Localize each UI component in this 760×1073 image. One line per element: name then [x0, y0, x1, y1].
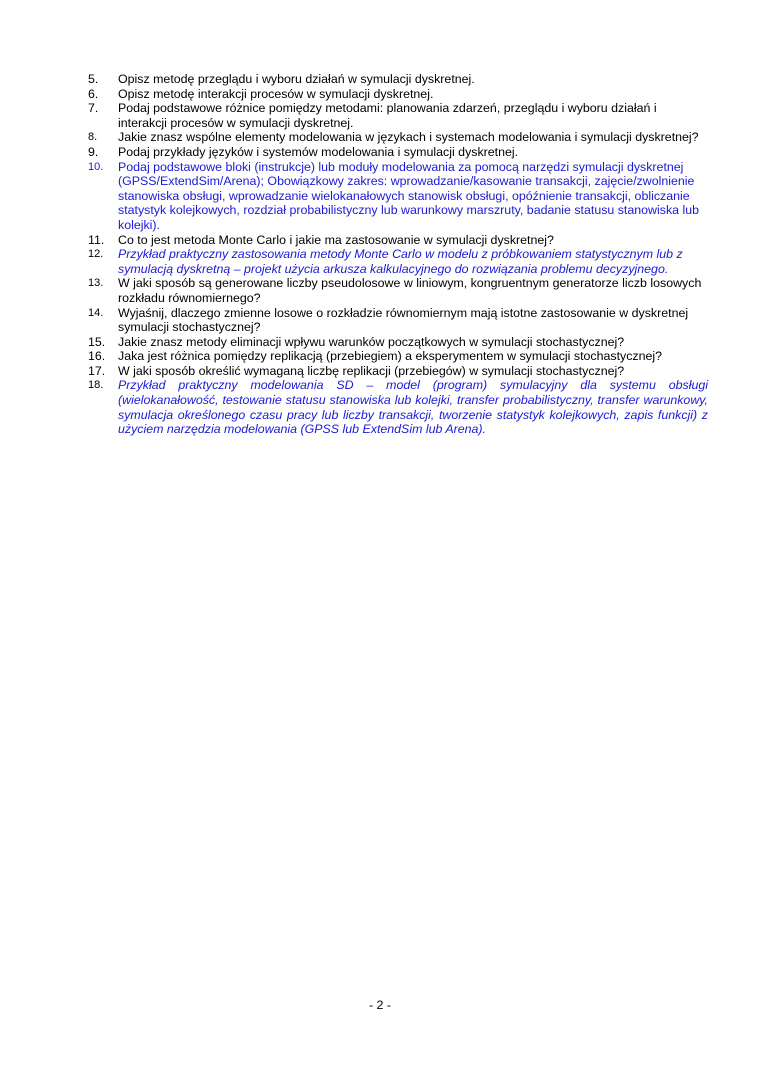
- list-item-highlighted: [88, 160, 708, 233]
- item-number: 12.: [88, 248, 104, 261]
- item-text: Opisz metodę przeglądu i wyboru działań w symulacji dyskretnej.: [118, 72, 475, 86]
- page-number: - 2 -: [368, 998, 392, 1012]
- list-item: [88, 364, 708, 379]
- list-item-highlighted: [88, 378, 708, 436]
- list-item: [88, 130, 708, 145]
- item-text: Podaj podstawowe bloki (instrukcje) lub moduły modelowania za pomocą narzędzi symulacji dyskretnej (GPSS/ExtendSim/Arena); Obowiązkowy zakres: wprowadzanie/kasowanie transakcji, zajęcie/zwolnienie stanowiska obsługi, wprowadzanie wielokanałowych stanowisk obsługi, opóźnienie transakcji, obliczanie statystyk kolejkowych, rozdział probabilistyczny lub warunkowy marszruty, badanie statusu stanowiska lub kolejki).: [118, 159, 700, 232]
- question-list: [88, 72, 708, 437]
- item-number: 17.: [88, 363, 106, 378]
- list-item: [88, 349, 708, 364]
- list-item: [88, 72, 708, 87]
- item-number: 10.: [88, 160, 104, 173]
- item-number: 15.: [88, 334, 106, 349]
- item-number: 16.: [88, 349, 106, 364]
- item-text: Jaka jest różnica pomiędzy replikacją (przebiegiem) a eksperymentem w symulacji stochastycznej?: [118, 349, 663, 364]
- item-text: Co to jest metoda Monte Carlo i jakie ma zastosowanie w symulacji dyskretnej?: [118, 232, 554, 247]
- item-text: W jaki sposób są generowane liczby pseudolosowe w liniowym, kongruentnym generatorze liczb losowych rozkładu równomiernego?: [118, 276, 702, 305]
- item-text: Przykład praktyczny modelowania SD – model (program) symulacyjny dla systemu obsługi (wielokanałowość, testowanie statusu stanowiska lub kolejki, transfer probabilistyczny, transfer warunkowy, symulacja określonego czasu pracy lub liczby transakcji, tworzenie statystyk kolejkowych, zapis funkcji) z użyciem narzędzia modelowania (GPSS lub ExtendSim lub Arena).: [118, 378, 708, 437]
- item-number: 14.: [88, 306, 104, 319]
- item-number: 11.: [88, 232, 105, 247]
- item-text: Podaj przykłady języków i systemów modelowania i symulacji dyskretnej.: [118, 144, 519, 159]
- list-item: [88, 101, 708, 130]
- item-text: Jakie znasz wspólne elementy modelowania w językach i systemach modelowania i symulacji dyskretnej?: [118, 130, 699, 145]
- item-number: 6.: [88, 86, 99, 101]
- list-item: [88, 87, 708, 102]
- item-text: Wyjaśnij, dlaczego zmienne losowe o rozkładzie równomiernym mają istotne zastosowanie w dyskretnej symulacji stochastycznej?: [118, 305, 689, 335]
- list-item: [88, 145, 708, 160]
- item-text: Przykład praktyczny zastosowania metody Monte Carlo w modelu z próbkowaniem statystycznym lub z symulacją dyskretną – projekt użycia arkusza kalkulacyjnego do rozwiązania problemu decyzyjnego.: [118, 247, 683, 276]
- item-text: Podaj podstawowe różnice pomiędzy metodami: planowania zdarzeń, przeglądu i wyboru działań i interakcji procesów w symulacji dyskretnej.: [118, 101, 657, 130]
- item-text: Jakie znasz metody eliminacji wpływu warunków początkowych w symulacji stochastycznej?: [118, 334, 625, 349]
- list-item-highlighted: [88, 247, 708, 276]
- item-number: 9.: [88, 144, 99, 159]
- item-text: W jaki sposób określić wymaganą liczbę replikacji (przebiegów) w symulacji stochastycznej?: [118, 363, 625, 378]
- item-number: 18.: [88, 379, 104, 392]
- list-item: [88, 335, 708, 350]
- item-text: Opisz metodę interakcji procesów w symulacji dyskretnej.: [118, 86, 434, 101]
- item-number: 13.: [88, 277, 104, 290]
- item-number: 7.: [88, 101, 99, 116]
- list-item: [88, 233, 708, 248]
- item-number: 8.: [88, 131, 98, 144]
- item-number: 5.: [88, 72, 99, 86]
- list-item: [88, 276, 708, 305]
- list-item: [88, 306, 708, 335]
